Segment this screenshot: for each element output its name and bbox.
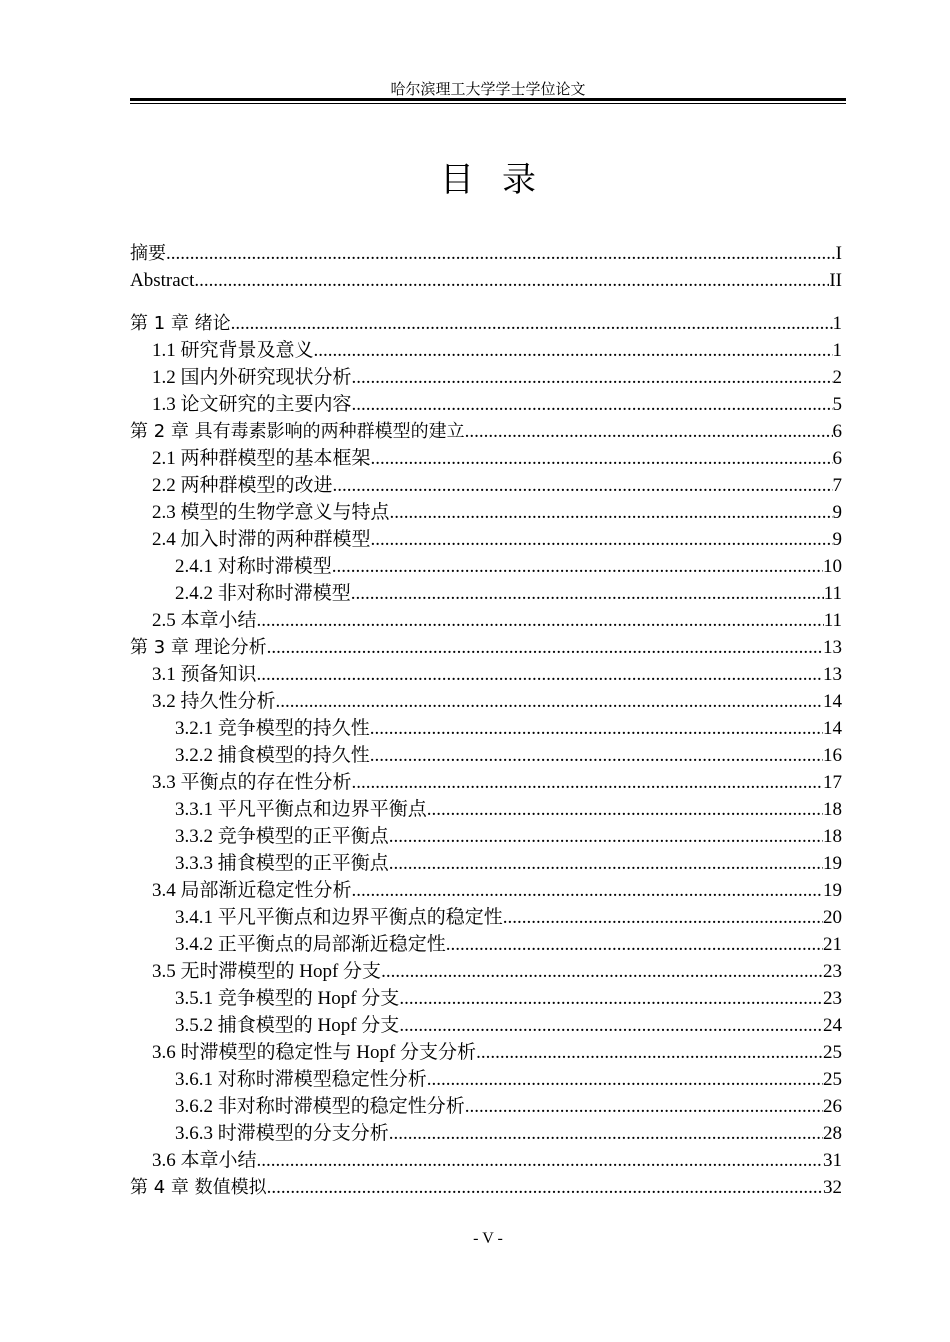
toc-entry-page: 25: [823, 1042, 842, 1063]
toc-entry-page: 9: [832, 502, 842, 523]
page-title: 目录: [440, 160, 564, 200]
toc-entry[interactable]: [130, 850, 842, 877]
toc-entry[interactable]: [130, 580, 842, 607]
toc-entry-page: 13: [823, 664, 842, 685]
toc-entry-label: 2.5 本章小结: [152, 610, 257, 631]
toc-dot-leader: [371, 445, 833, 472]
toc-entry[interactable]: [130, 310, 842, 337]
toc-dot-leader: [389, 823, 823, 850]
toc-entry[interactable]: [130, 240, 842, 267]
toc-entry[interactable]: [130, 1147, 842, 1174]
toc-entry-page: 23: [823, 961, 842, 982]
toc-dot-leader: [399, 1012, 823, 1039]
toc-entry-page: 14: [823, 691, 842, 712]
toc-entry[interactable]: [130, 1012, 842, 1039]
toc-entry-page: 1: [832, 313, 842, 334]
toc-entry[interactable]: [130, 418, 842, 445]
toc-dot-leader: [465, 418, 833, 445]
toc-dot-leader: [333, 472, 833, 499]
toc-dot-leader: [276, 688, 823, 715]
toc-entry-label: 3.2.1 竞争模型的持久性: [175, 718, 370, 739]
toc-entry-label: 3.5 无时滞模型的 Hopf 分支: [152, 961, 382, 982]
toc-entry[interactable]: [130, 553, 842, 580]
toc-entry-label: 3.3.3 捕食模型的正平衡点: [175, 853, 389, 874]
toc-entry-label: Abstract: [130, 270, 195, 291]
toc-entry-label: 第 2 章 具有毒素影响的两种群模型的建立: [130, 421, 465, 442]
toc-entry-label: 3.1 预备知识: [152, 664, 257, 685]
toc-entry[interactable]: [130, 715, 842, 742]
toc-entry-label: 2.2 两种群模型的改进: [152, 475, 333, 496]
toc-entry-label: 3.4.2 正平衡点的局部渐近稳定性: [175, 934, 446, 955]
toc-entry-page: I: [835, 243, 842, 264]
toc-entry[interactable]: [130, 1039, 842, 1066]
toc-dot-leader: [351, 580, 824, 607]
toc-entry-page: 17: [823, 772, 842, 793]
toc-dot-leader: [465, 1093, 823, 1120]
toc-dot-leader: [427, 796, 823, 823]
toc-entry[interactable]: [130, 931, 842, 958]
toc-entry-label: 2.4 加入时滞的两种群模型: [152, 529, 371, 550]
toc-entry[interactable]: [130, 1093, 842, 1120]
toc-dot-leader: [427, 1066, 823, 1093]
toc-entry-page: 13: [823, 637, 842, 658]
toc-entry[interactable]: [130, 985, 842, 1012]
toc-entry[interactable]: [130, 634, 842, 661]
toc-entry-page: 11: [823, 610, 842, 631]
toc-entry-page: 25: [823, 1069, 842, 1090]
toc-entry-label: 2.3 模型的生物学意义与特点: [152, 502, 390, 523]
toc-entry[interactable]: [130, 958, 842, 985]
toc-dot-leader: [352, 391, 833, 418]
toc-dot-leader: [194, 267, 829, 294]
toc-entry[interactable]: [130, 364, 842, 391]
toc-dot-leader: [267, 1174, 823, 1201]
toc-entry[interactable]: [130, 391, 842, 418]
toc-dot-leader: [370, 715, 823, 742]
toc-dot-leader: [399, 985, 823, 1012]
toc-dot-leader: [389, 1120, 823, 1147]
toc-entry[interactable]: [130, 661, 842, 688]
toc-entry[interactable]: [130, 742, 842, 769]
table-of-contents: [130, 240, 842, 1201]
toc-entry-page: 11: [823, 583, 842, 604]
toc-dot-leader: [267, 634, 823, 661]
toc-entry-page: 28: [823, 1123, 842, 1144]
toc-entry-page: 18: [823, 826, 842, 847]
toc-entry[interactable]: [130, 267, 842, 294]
toc-entry[interactable]: [130, 688, 842, 715]
toc-entry-label: 2.4.2 非对称时滞模型: [175, 583, 351, 604]
toc-entry-label: 1.1 研究背景及意义: [152, 340, 314, 361]
toc-entry[interactable]: [130, 472, 842, 499]
toc-entry-label: 3.3 平衡点的存在性分析: [152, 772, 352, 793]
toc-dot-leader: [257, 661, 823, 688]
toc-dot-leader: [231, 310, 833, 337]
toc-entry[interactable]: [130, 823, 842, 850]
toc-entry[interactable]: [130, 1120, 842, 1147]
toc-dot-leader: [503, 904, 823, 931]
toc-entry-label: 3.2.2 捕食模型的持久性: [175, 745, 370, 766]
toc-dot-leader: [371, 526, 833, 553]
toc-entry-label: 3.6 时滞模型的稳定性与 Hopf 分支分析: [152, 1042, 477, 1063]
toc-entry-page: 1: [832, 340, 842, 361]
toc-entry-label: 3.5.1 竞争模型的 Hopf 分支: [175, 988, 400, 1009]
toc-entry[interactable]: [130, 877, 842, 904]
toc-entry-label: 3.3.1 平凡平衡点和边界平衡点: [175, 799, 427, 820]
toc-entry-label: 3.6.3 时滞模型的分支分析: [175, 1123, 389, 1144]
toc-entry-page: 16: [823, 745, 842, 766]
toc-dot-leader: [314, 337, 833, 364]
toc-entry[interactable]: [130, 904, 842, 931]
toc-entry-label: 第 1 章 绪论: [130, 313, 231, 334]
toc-entry-label: 第 4 章 数值模拟: [130, 1177, 267, 1198]
page-number: - V -: [473, 1230, 503, 1247]
toc-entry[interactable]: [130, 607, 842, 634]
toc-entry-page: 7: [832, 475, 842, 496]
toc-entry-page: 6: [832, 448, 842, 469]
toc-entry-page: 26: [823, 1096, 842, 1117]
toc-entry-label: 3.6.2 非对称时滞模型的稳定性分析: [175, 1096, 465, 1117]
toc-entry-page: 18: [823, 799, 842, 820]
toc-entry-label: 3.6.1 对称时滞模型稳定性分析: [175, 1069, 427, 1090]
toc-dot-leader: [390, 499, 833, 526]
toc-entry-page: 6: [832, 421, 842, 442]
toc-dot-leader: [257, 1147, 823, 1174]
toc-entry-label: 3.3.2 竞争模型的正平衡点: [175, 826, 389, 847]
toc-entry[interactable]: [130, 445, 842, 472]
toc-entry-label: 摘要: [130, 243, 166, 264]
toc-entry[interactable]: [130, 796, 842, 823]
header-rule-thin: [130, 103, 846, 104]
toc-entry-page: 19: [823, 853, 842, 874]
toc-entry-label: 3.4 局部渐近稳定性分析: [152, 880, 352, 901]
toc-dot-leader: [166, 240, 836, 267]
toc-entry-label: 3.5.2 捕食模型的 Hopf 分支: [175, 1015, 400, 1036]
toc-entry-page: 19: [823, 880, 842, 901]
toc-dot-leader: [381, 958, 823, 985]
toc-entry-label: 3.6 本章小结: [152, 1150, 257, 1171]
toc-entry-page: 10: [823, 556, 842, 577]
toc-dot-leader: [352, 877, 823, 904]
toc-entry-page: 20: [823, 907, 842, 928]
toc-entry-label: 第 3 章 理论分析: [130, 637, 267, 658]
toc-dot-leader: [370, 742, 823, 769]
toc-entry-page: 32: [823, 1177, 842, 1198]
toc-entry-page: 23: [823, 988, 842, 1009]
toc-dot-leader: [257, 607, 824, 634]
toc-entry-label: 2.4.1 对称时滞模型: [175, 556, 332, 577]
toc-entry-label: 1.3 论文研究的主要内容: [152, 394, 352, 415]
toc-entry[interactable]: [130, 499, 842, 526]
toc-entry-label: 3.4.1 平凡平衡点和边界平衡点的稳定性: [175, 907, 503, 928]
toc-dot-leader: [389, 850, 823, 877]
toc-entry-page: 5: [832, 394, 842, 415]
toc-entry-page: 2: [832, 367, 842, 388]
toc-entry-page: 9: [832, 529, 842, 550]
toc-dot-leader: [332, 553, 823, 580]
toc-entry[interactable]: [130, 1066, 842, 1093]
toc-entry[interactable]: [130, 769, 842, 796]
header-rule-thick: [130, 98, 846, 101]
toc-entry[interactable]: [130, 526, 842, 553]
running-header: 哈尔滨理工大学学士学位论文: [390, 82, 586, 98]
toc-entry-label: 3.2 持久性分析: [152, 691, 276, 712]
toc-entry-page: 31: [823, 1150, 842, 1171]
toc-entry-label: 2.1 两种群模型的基本框架: [152, 448, 371, 469]
toc-entry[interactable]: [130, 337, 842, 364]
toc-entry[interactable]: [130, 1174, 842, 1201]
toc-dot-leader: [352, 364, 833, 391]
toc-dot-leader: [476, 1039, 823, 1066]
toc-entry-page: 24: [823, 1015, 842, 1036]
toc-dot-leader: [446, 931, 823, 958]
toc-entry-page: II: [829, 270, 842, 291]
toc-entry-page: 14: [823, 718, 842, 739]
toc-dot-leader: [352, 769, 823, 796]
toc-entry-page: 21: [823, 934, 842, 955]
toc-entry-label: 1.2 国内外研究现状分析: [152, 367, 352, 388]
